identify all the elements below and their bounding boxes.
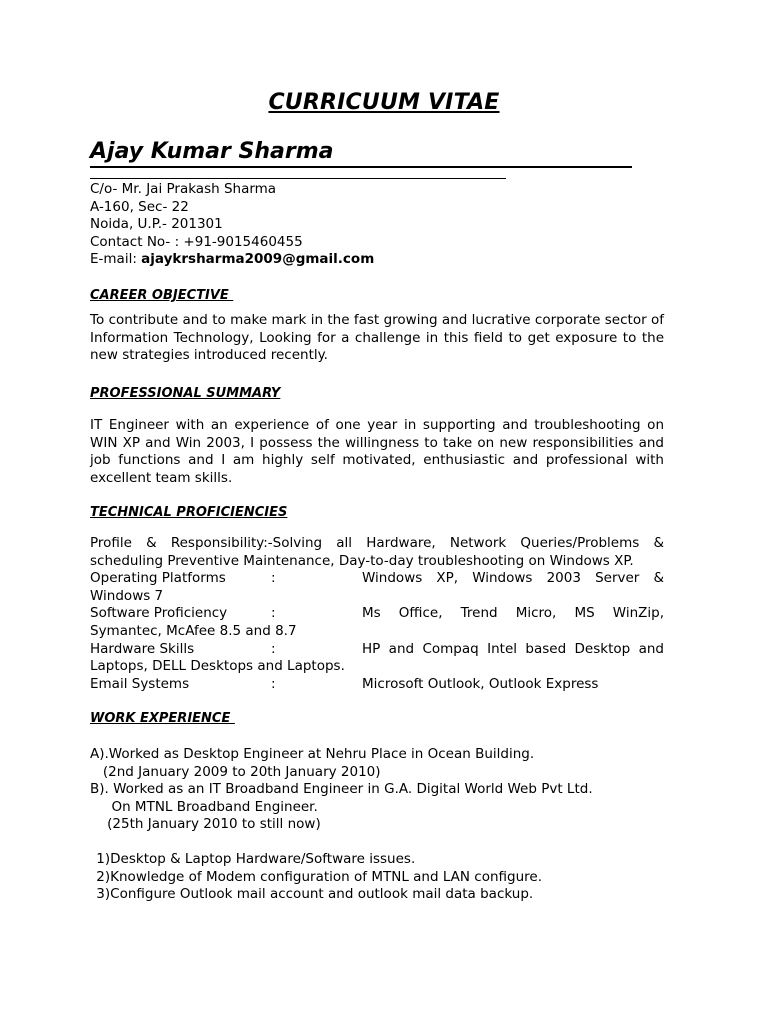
work-line: (25th January 2010 to still now) (90, 816, 321, 833)
city-line: Noida, U.P.- 201301 (90, 216, 223, 233)
tech-row-hardware (90, 641, 664, 659)
work-line: A).Worked as Desktop Engineer at Nehru Place in Ocean Building. (90, 746, 535, 762)
email-line (90, 251, 664, 269)
care-of-line: C/o- Mr. Jai Prakash Sharma (90, 181, 277, 197)
tech-label: Email Systems (90, 675, 190, 692)
tech-value-continued: Symantec, McAfee 8.5 and 8.7 (90, 622, 297, 639)
career-objective-heading: CAREER OBJECTIVE (90, 288, 234, 303)
contact-line: Contact No- : +91-9015460455 (90, 233, 303, 250)
duties-list (92, 851, 666, 904)
tech-separator: : (271, 570, 276, 587)
name-underline (90, 138, 632, 168)
work-experience-block (90, 746, 664, 834)
tech-value: HP and Compaq Intel based Desktop and (362, 640, 664, 657)
tech-value: Windows XP, Windows 2003 Server & (362, 570, 664, 587)
tech-value: Ms Office, Trend Micro, MS WinZip, (362, 605, 664, 622)
technical-proficiencies-block (90, 535, 664, 693)
work-experience-heading: WORK EXPERIENCE (90, 711, 235, 726)
tech-row-email (90, 676, 664, 694)
duty-item: 2)Knowledge of Modem configuration of MTNL and LAN configure. (92, 868, 542, 885)
email-label: E-mail: (90, 251, 142, 268)
professional-summary-text: IT Engineer with an experience of one year in supporting and troubleshooting on WIN XP and Win 2003, I possess the willingness to take on new responsibilities and job functions and I am highly self motivated, enthusiastic and professional with excellent team skills. (90, 417, 664, 486)
tech-row-software (90, 605, 664, 623)
tech-row-os (90, 570, 664, 588)
technical-proficiencies-heading: TECHNICAL PROFICIENCIES (90, 505, 288, 520)
tech-separator: : (271, 640, 276, 657)
work-line: (2nd January 2009 to 20th January 2010) (90, 763, 381, 780)
tech-value-continued: Laptops, DELL Desktops and Laptops. (90, 658, 345, 675)
tech-separator: : (271, 675, 276, 692)
tech-value-continued: Windows 7 (90, 587, 164, 604)
document-title: CURRICUUM VITAE (268, 90, 500, 115)
duty-item: 3)Configure Outlook mail account and outlook mail data backup. (92, 886, 534, 903)
address-rule (90, 178, 506, 179)
work-line: On MTNL Broadband Engineer. (90, 798, 318, 815)
tech-value: Microsoft Outlook, Outlook Express (362, 675, 599, 692)
tech-separator: : (271, 605, 276, 622)
tech-intro: Profile & Responsibility:-Solving all Hardware, Network Queries/Problems & scheduling Preventive Maintenance, Day-to-day troubleshooting on Windows XP. (90, 535, 664, 569)
tech-label: Software Proficiency (90, 605, 228, 622)
career-objective-text: To contribute and to make mark in the fast growing and lucrative corporate sector of Information Technology, Looking for a challenge in this field to get exposure to the new strategies introduced recently. (90, 312, 664, 364)
professional-summary-heading: PROFESSIONAL SUMMARY (90, 386, 281, 401)
email-value: ajaykrsharma2009@gmail.com (141, 251, 375, 268)
duty-item: 1)Desktop & Laptop Hardware/Software issues. (92, 851, 416, 867)
tech-label: Hardware Skills (90, 640, 195, 657)
house-line: A-160, Sec- 22 (90, 198, 189, 215)
tech-label: Operating Platforms (90, 570, 226, 587)
address-block (90, 181, 664, 269)
work-line: B). Worked as an IT Broadband Engineer in G.A. Digital World Web Pvt Ltd. (90, 781, 593, 798)
candidate-name: Ajay Kumar Sharma (90, 139, 334, 164)
